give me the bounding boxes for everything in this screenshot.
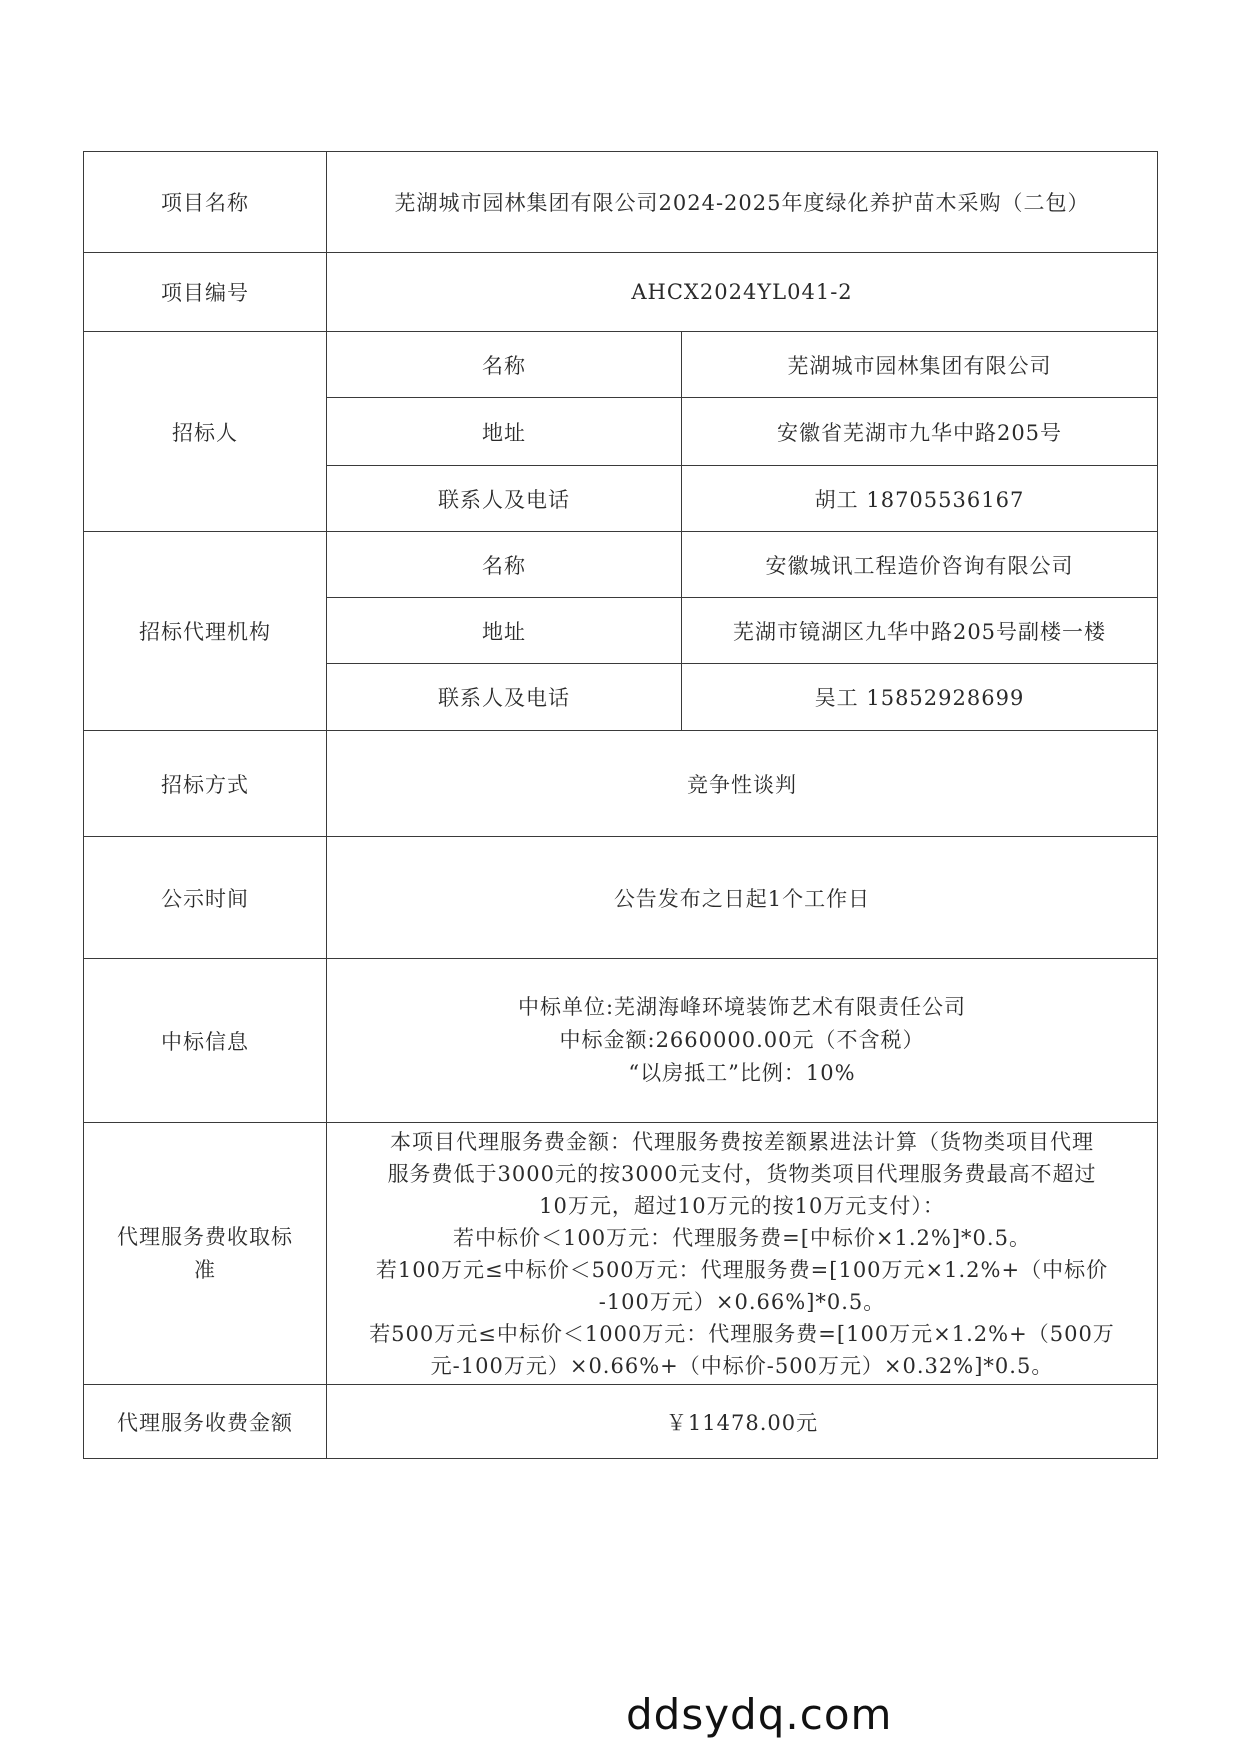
winner-company: 中标单位:芜湖海峰环境装饰艺术有限责任公司 [517, 995, 967, 1019]
fee-standard-text [327, 1123, 1158, 1385]
tenderer-name-value: 芜湖城市园林集团有限公司 [682, 332, 1158, 398]
fee-standard-label-line-2: 准 [194, 1257, 216, 1282]
agency-contact-label: 联系人及电话 [327, 664, 682, 731]
project-name-label: 项目名称 [84, 152, 327, 253]
winner-info [327, 959, 1158, 1123]
fee-standard-line: 元-100万元）×0.66%+（中标价-500万元）×0.32%]*0.5。 [430, 1353, 1054, 1378]
agency-address-value: 芜湖市镜湖区九华中路205号副楼一楼 [682, 598, 1158, 664]
watermark-text: ddsydq.com [626, 1690, 893, 1739]
fee-standard-line: -100万元）×0.66%]*0.5。 [598, 1289, 886, 1314]
agency-name-value: 安徽城讯工程造价咨询有限公司 [682, 532, 1158, 598]
tenderer-address-value: 安徽省芜湖市九华中路205号 [682, 398, 1158, 466]
fee-standard-label-line-1: 代理服务费收取标 [117, 1224, 293, 1249]
row-fee-amount [84, 1385, 1158, 1459]
agency-name-label: 名称 [327, 532, 682, 598]
tenderer-address-label: 地址 [327, 398, 682, 466]
row-project-code [84, 253, 1158, 332]
row-fee-standard [84, 1123, 1158, 1385]
fee-standard-line: 服务费低于3000元的按3000元支付，货物类项目代理服务费最高不超过 [387, 1161, 1097, 1186]
fee-amount-value: ￥11478.00元 [327, 1385, 1158, 1459]
method-label: 招标方式 [84, 731, 327, 837]
row-publicity [84, 837, 1158, 959]
fee-amount-label: 代理服务收费金额 [84, 1385, 327, 1459]
project-code-value: AHCX2024YL041-2 [327, 253, 1158, 332]
publicity-value: 公告发布之日起1个工作日 [327, 837, 1158, 959]
announcement-table [83, 151, 1158, 1459]
row-method [84, 731, 1158, 837]
agency-label: 招标代理机构 [84, 532, 327, 731]
fee-standard-line: 若100万元≤中标价＜500万元：代理服务费=[100万元×1.2%+（中标价 [375, 1257, 1109, 1282]
row-tenderer-name [84, 332, 1158, 398]
tenderer-name-label: 名称 [327, 332, 682, 398]
publicity-label: 公示时间 [84, 837, 327, 959]
winner-ratio: “以房抵工”比例：10% [628, 1061, 856, 1085]
fee-standard-line: 10万元，超过10万元的按10万元支付）： [539, 1193, 945, 1218]
fee-standard-line: 本项目代理服务费金额：代理服务费按差额累进法计算（货物类项目代理 [390, 1129, 1094, 1154]
row-project-name [84, 152, 1158, 253]
method-value: 竞争性谈判 [327, 731, 1158, 837]
row-winner [84, 959, 1158, 1123]
project-code-label: 项目编号 [84, 253, 327, 332]
row-agency-name [84, 532, 1158, 598]
fee-standard-label [84, 1123, 327, 1385]
tenderer-contact-label: 联系人及电话 [327, 466, 682, 532]
tenderer-contact-value: 胡工 18705536167 [682, 466, 1158, 532]
tenderer-label: 招标人 [84, 332, 327, 532]
agency-contact-value: 吴工 15852928699 [682, 664, 1158, 731]
fee-standard-line: 若500万元≤中标价＜1000万元：代理服务费=[100万元×1.2%+（500万 [369, 1321, 1115, 1346]
project-name-value: 芜湖城市园林集团有限公司2024-2025年度绿化养护苗木采购（二包） [327, 152, 1158, 253]
winner-label: 中标信息 [84, 959, 327, 1123]
winner-amount: 中标金额:2660000.00元（不含税） [559, 1028, 925, 1052]
fee-standard-line: 若中标价＜100万元：代理服务费=[中标价×1.2%]*0.5。 [453, 1225, 1031, 1250]
agency-address-label: 地址 [327, 598, 682, 664]
